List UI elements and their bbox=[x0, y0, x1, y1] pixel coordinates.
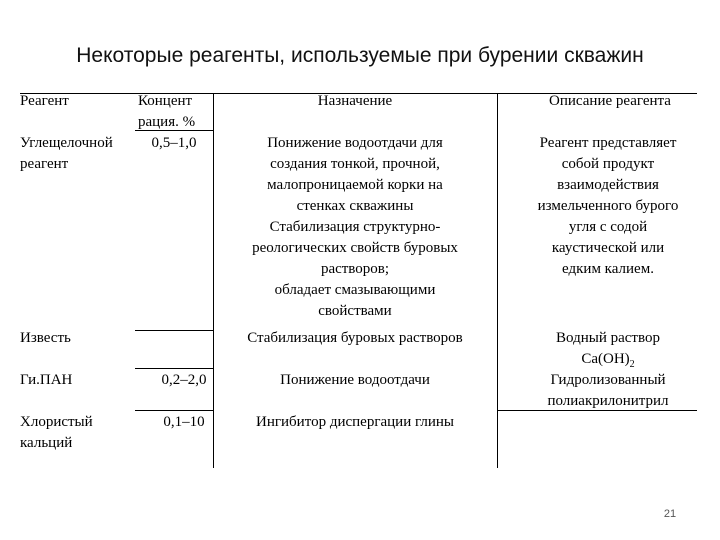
row2-purpose: Стабилизация буровых растворов bbox=[247, 330, 463, 346]
calcium-hydroxide-formula: Са(ОН) bbox=[581, 351, 630, 367]
row-divider-4 bbox=[135, 410, 213, 411]
slide-title: Некоторые реагенты, используемые при бурении скважин bbox=[76, 44, 644, 67]
row-divider-2 bbox=[135, 330, 213, 331]
row3-reagent: Ги.ПАН bbox=[20, 372, 73, 388]
row4-purpose: Ингибитор диспергации глины bbox=[256, 414, 454, 430]
row1-reagent: Углещелочной реагент bbox=[20, 135, 113, 172]
header-description: Описание реагента bbox=[549, 93, 671, 109]
row3-description: Гидролизованный полиакрилонитрил bbox=[547, 372, 669, 409]
row-divider-3 bbox=[135, 368, 213, 369]
row3-concentration: 0,2–2,0 bbox=[161, 372, 207, 388]
row1-description: Реагент представляет собой продукт взаимодействия измельченного бурого угля с содой каустической или едким калием. bbox=[537, 135, 679, 277]
header-purpose: Назначение bbox=[317, 93, 393, 109]
page-number: 21 bbox=[663, 508, 677, 520]
row2-description: Водный раствор $Са(ОН)_2$ bbox=[556, 330, 660, 370]
row4-concentration: 0,1–10 bbox=[163, 414, 205, 430]
row1-purpose: Понижение водоотдачи для создания тонкой, прочной, малопроницаемой корки на стенках скважины Стабилизация структурно- реологических свойств буровых растворов; обладает смазывающими свойствами bbox=[252, 135, 458, 319]
row4-reagent: Хлористый кальций bbox=[20, 414, 93, 451]
header-reagent: Реагент bbox=[20, 93, 69, 109]
row3-purpose: Понижение водоотдачи bbox=[280, 372, 430, 388]
row2-reagent: Известь bbox=[20, 330, 71, 346]
row1-concentration: 0,5–1,0 bbox=[151, 135, 197, 151]
formula-subscript: 2 bbox=[629, 359, 635, 370]
header-concentration: Концент рация. % bbox=[138, 93, 196, 130]
